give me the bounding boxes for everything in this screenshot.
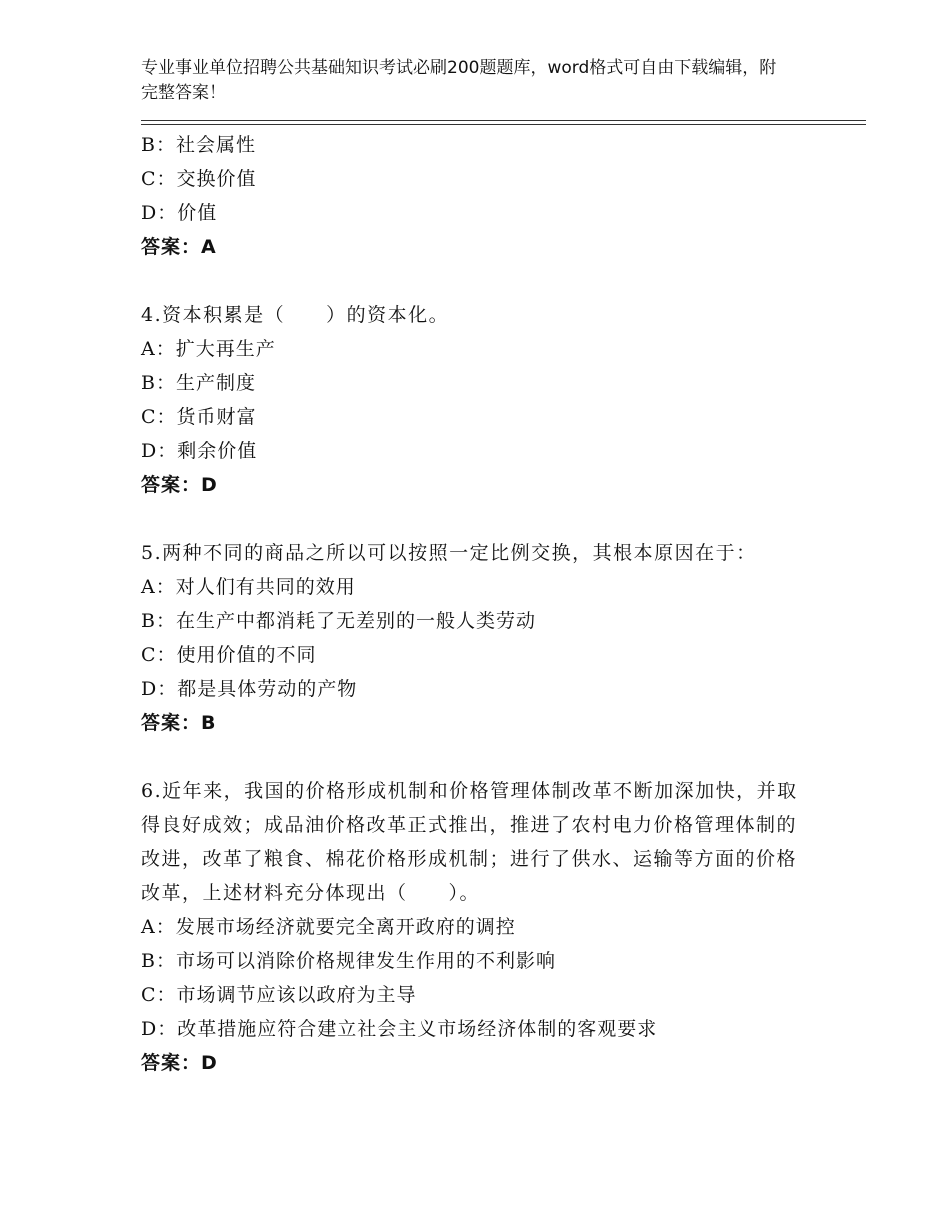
question-stem: 4.资本积累是（ ）的资本化。 [141,304,450,326]
option-b: B：社会属性 [141,134,256,156]
answer-text: 答案：A [141,236,217,258]
question-stem: 6.近年来，我国的价格形成机制和价格管理体制改革不断加深加快，并取得良好成效；成品油价格改革正式推出，推进了农村电力价格管理体制的改进，改革了粮食、棉花价格形成机制；进行了供水、运输等方面的价格改革，上述材料充分体现出（ ）。 [141,780,798,904]
option-c: C：交换价值 [141,168,257,190]
option-a: A：对人们有共同的效用 [141,576,356,598]
question-block [141,298,801,502]
question-list [141,128,801,1080]
option-c: C：市场调节应该以政府为主导 [141,984,417,1006]
answer-text: 答案：D [141,474,218,496]
question-block [141,774,801,1080]
answer-text: 答案：D [141,1052,218,1074]
option-b: B：在生产中都消耗了无差别的一般人类劳动 [141,610,536,632]
question-stem: 5.两种不同的商品之所以可以按照一定比例交换，其根本原因在于： [141,542,757,564]
question-block [141,128,801,264]
page-header: 专业事业单位招聘公共基础知识考试必刷200题题库，word格式可自由下载编辑，附完整答案！ [141,58,777,103]
option-b: B：生产制度 [141,372,256,394]
header-divider-secondary [141,124,866,125]
option-d: D：都是具体劳动的产物 [141,678,358,700]
header-divider [141,120,866,121]
option-c: C：使用价值的不同 [141,644,317,666]
option-b: B：市场可以消除价格规律发生作用的不利影响 [141,950,556,972]
option-a: A：发展市场经济就要完全离开政府的调控 [141,916,516,938]
option-d: D：价值 [141,202,218,224]
answer-text: 答案：B [141,712,217,734]
question-block [141,536,801,740]
option-d: D：剩余价值 [141,440,258,462]
option-d: D：改革措施应符合建立社会主义市场经济体制的客观要求 [141,1018,658,1040]
option-c: C：货币财富 [141,406,257,428]
option-a: A：扩大再生产 [141,338,276,360]
